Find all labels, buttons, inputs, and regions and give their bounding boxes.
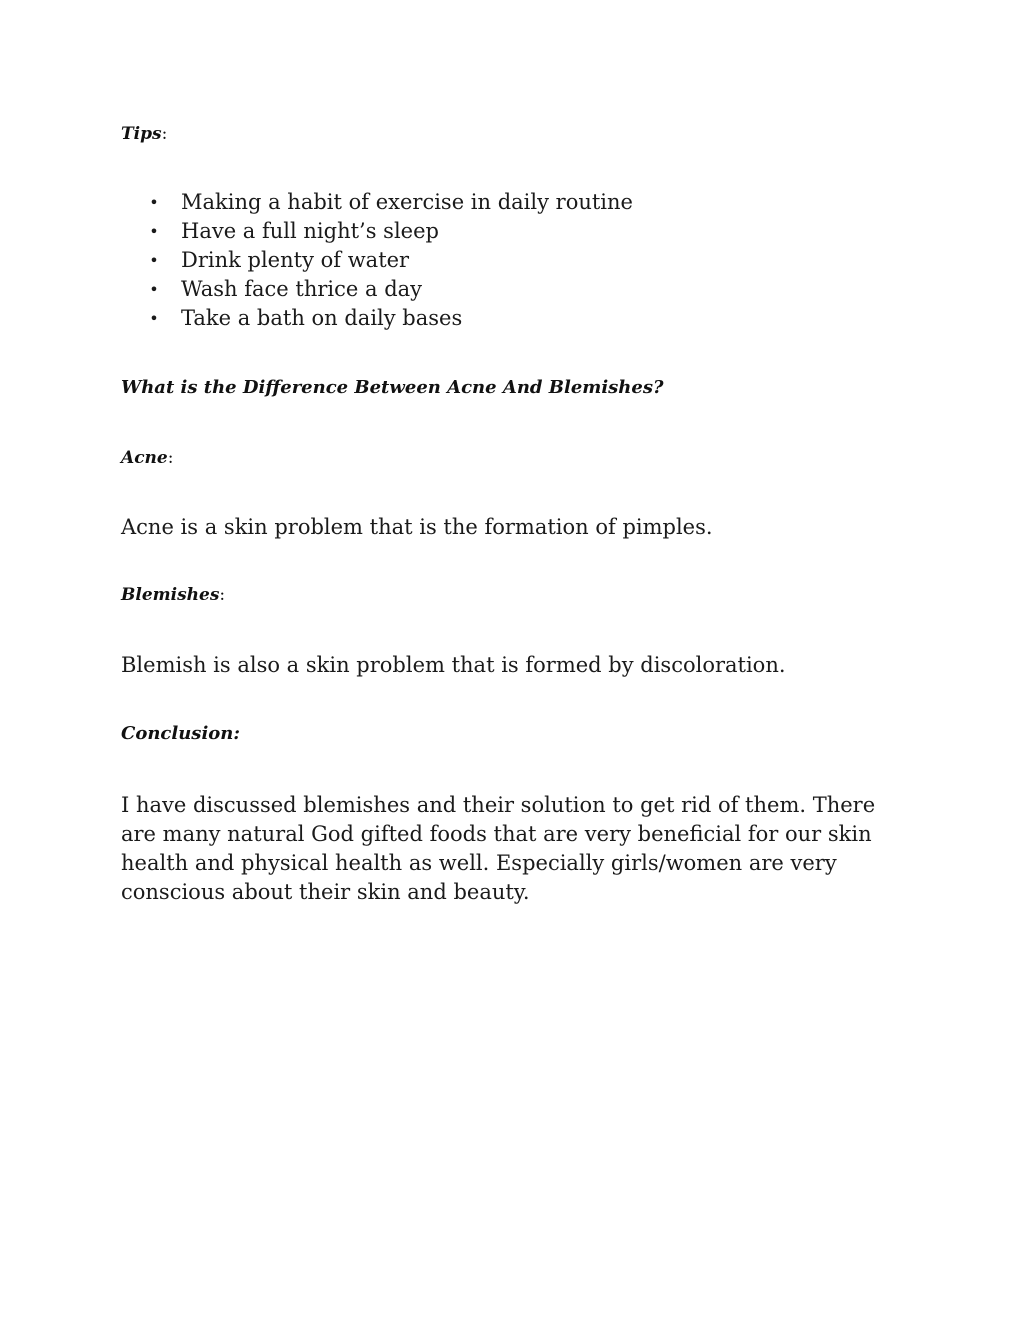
bullet-icon: • [149, 280, 159, 299]
tips-heading-text: Tips [121, 124, 162, 144]
tips-heading-colon: : [161, 124, 168, 144]
blemishes-paragraph: Blemish is also a skin problem that is formed by discoloration. [121, 653, 786, 677]
conclusion-heading-text: Conclusion [121, 723, 234, 744]
tips-list [148, 188, 633, 333]
list-item [148, 275, 633, 304]
acne-heading-colon: : [167, 448, 174, 468]
bullet-icon: • [149, 309, 159, 328]
bullet-icon: • [149, 193, 159, 212]
list-item-text: Wash face thrice a day [181, 277, 423, 301]
conclusion-paragraph: I have discussed blemishes and their solution to get rid of them. There are many natural God gifted foods that are very beneficial for our skin health and physical health as well. Especially girls/women are very conscious about their skin and beauty. [121, 793, 876, 904]
list-item [148, 188, 633, 217]
tips-heading [121, 122, 167, 146]
list-item [148, 304, 633, 333]
list-item-text: Drink plenty of water [181, 248, 410, 272]
blemishes-heading-colon: : [219, 585, 226, 605]
acne-paragraph: Acne is a skin problem that is the formation of pimples. [121, 515, 713, 539]
list-item [148, 217, 633, 246]
conclusion-heading [121, 722, 240, 746]
conclusion-heading-colon: : [233, 723, 241, 744]
list-item-text: Take a bath on daily bases [181, 306, 463, 330]
acne-heading-text: Acne [121, 448, 168, 468]
list-item [148, 246, 633, 275]
blemishes-heading [121, 583, 225, 607]
acne-heading [121, 446, 173, 470]
list-item-text: Making a habit of exercise in daily routine [181, 190, 633, 214]
list-item-text: Have a full night’s sleep [181, 219, 439, 243]
bullet-icon: • [149, 251, 159, 270]
difference-heading: What is the Difference Between Acne And Blemishes? [121, 377, 664, 398]
bullet-icon: • [149, 222, 159, 241]
blemishes-heading-text: Blemishes [121, 585, 220, 605]
